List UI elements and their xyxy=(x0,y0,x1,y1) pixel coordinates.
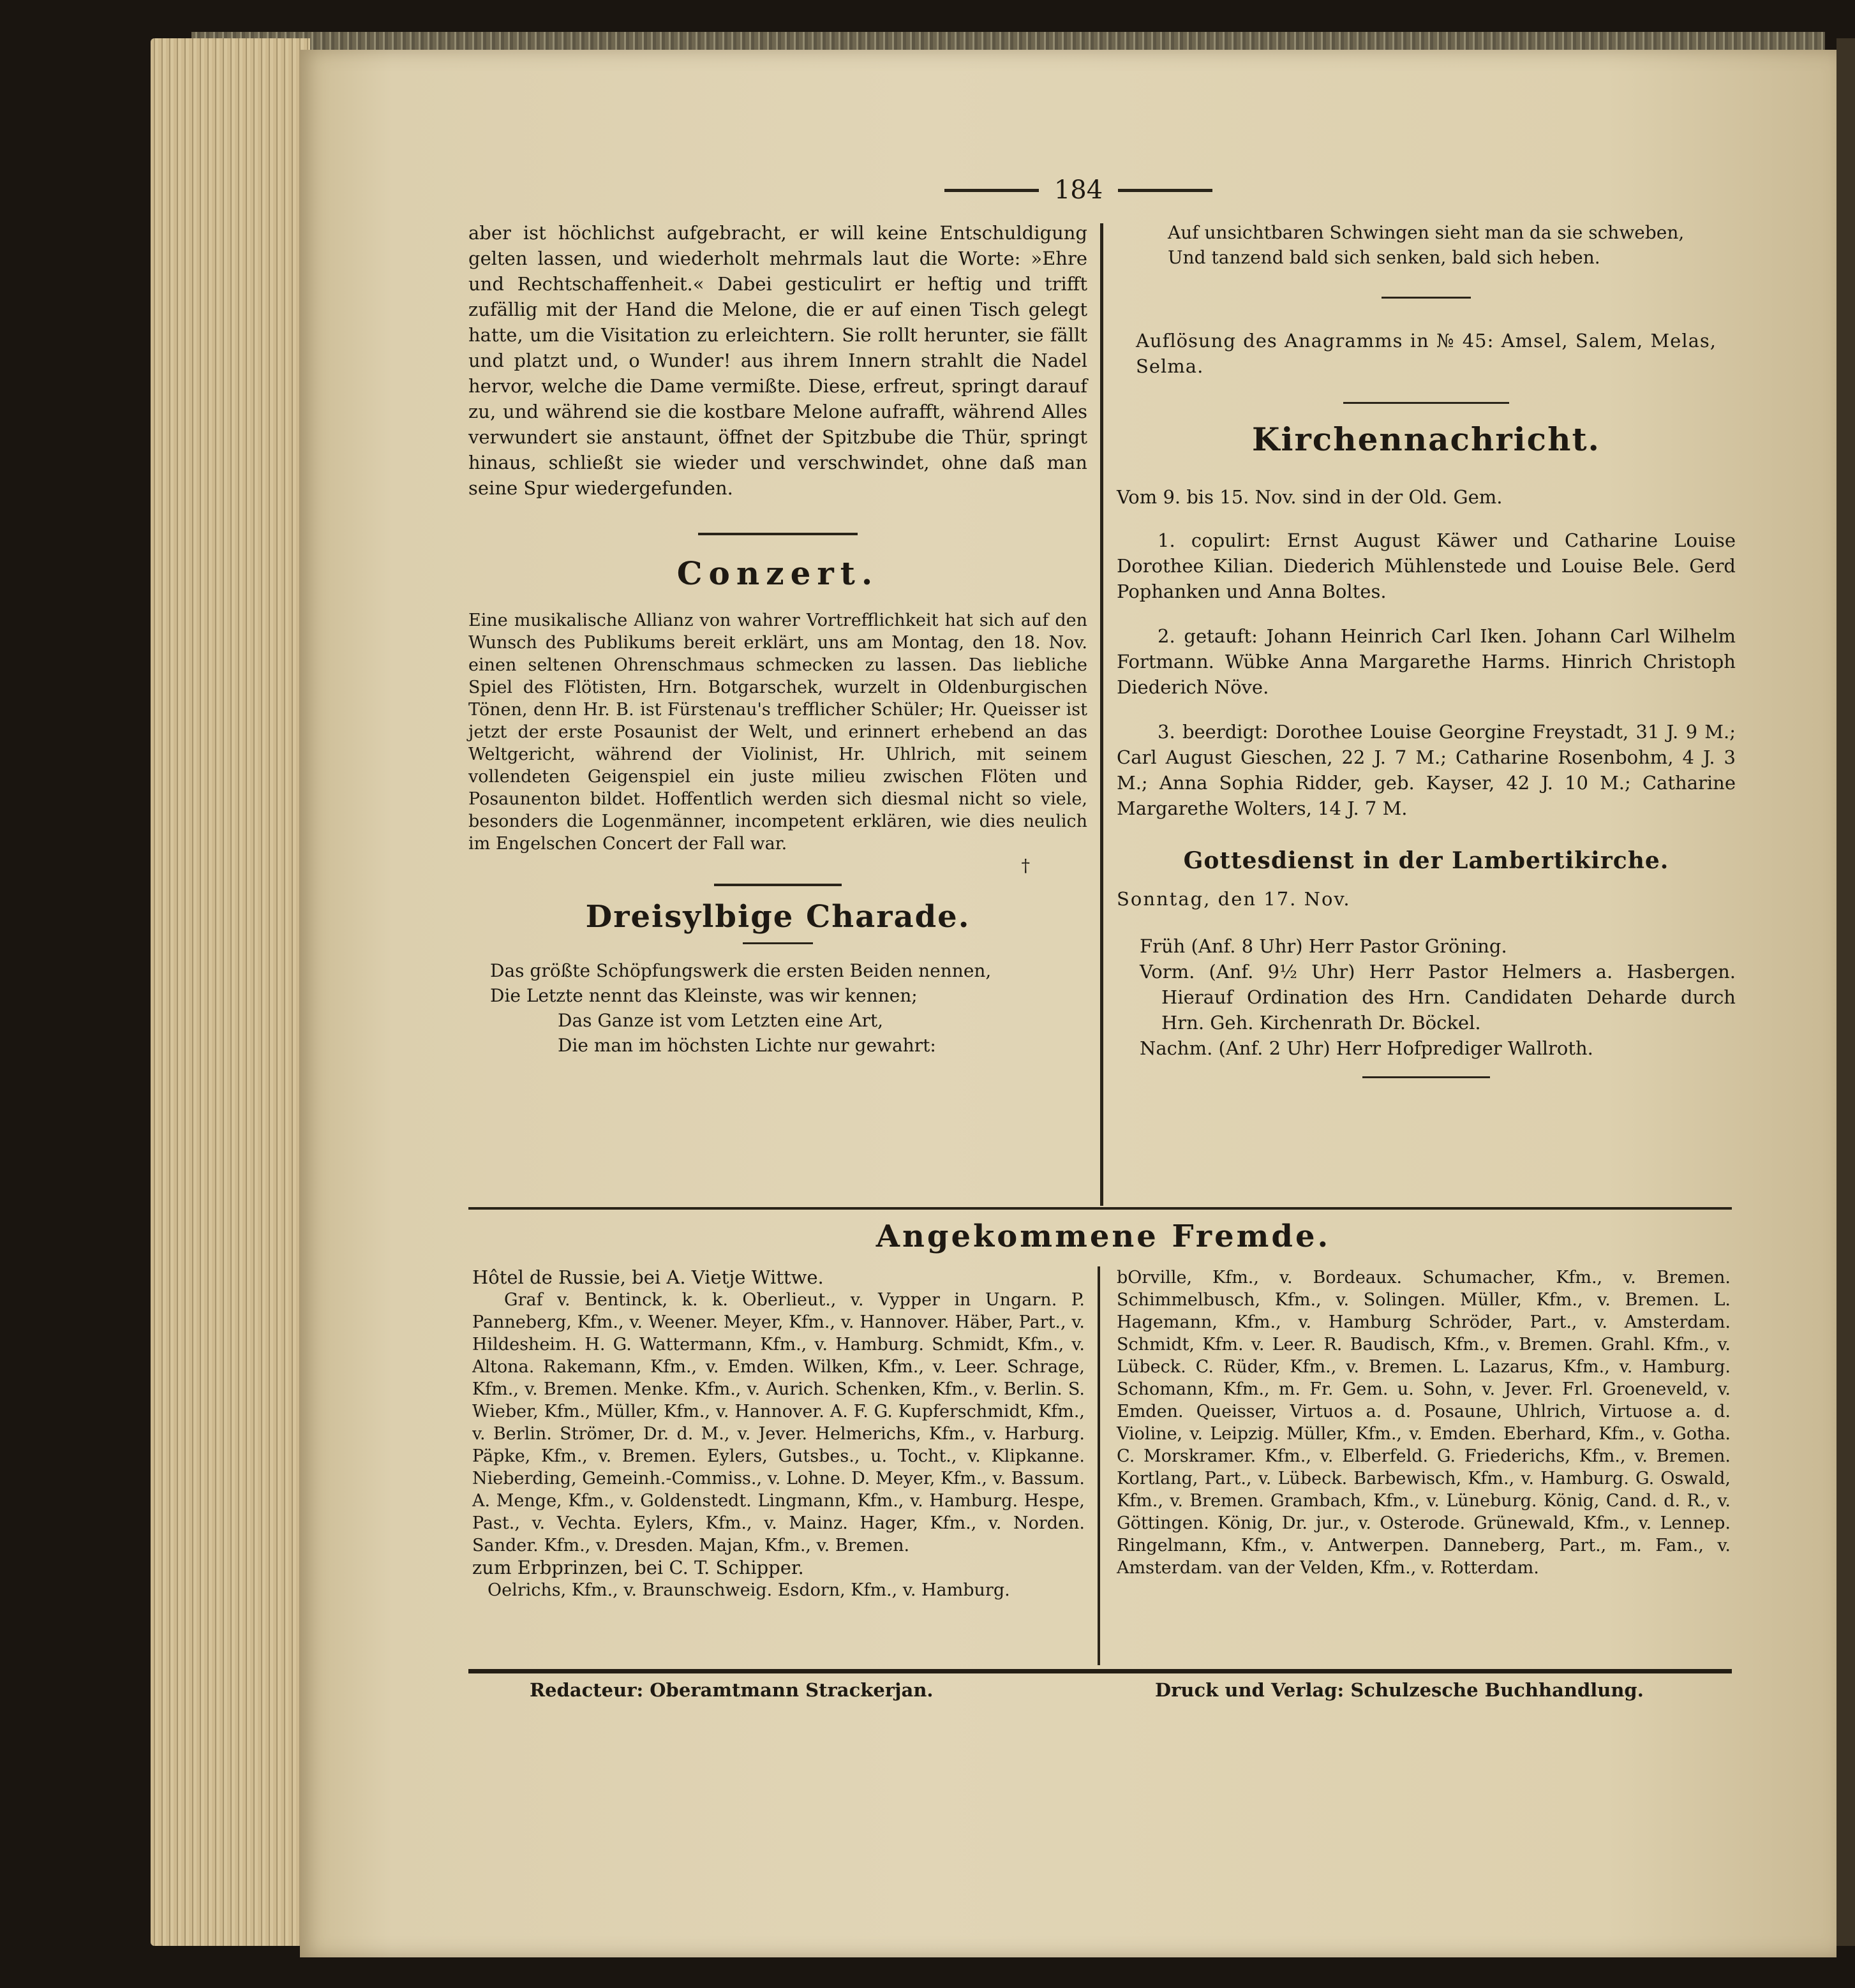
footer-druck: Druck und Verlag: Schulzesche Buchhandlung. xyxy=(1155,1679,1644,1701)
poem-line: Das größte Schöpfungswerk die ersten Beiden nennen, xyxy=(490,960,992,981)
book-gutter xyxy=(1836,38,1855,1946)
page-number: 184 xyxy=(1054,175,1103,205)
conzert-author-mark: † xyxy=(1021,856,1030,876)
footer-rule xyxy=(468,1669,1732,1673)
service-entry: Vorm. (Anf. 9½ Uhr) Herr Pastor Helmers a. Hasbergen. Hierauf Ordination des Hrn. Candidaten Deharde durch Hrn. Geh. Kirchenrath Dr. Böckel. xyxy=(1140,961,1736,1034)
poem-line: Das Ganze ist vom Letzten eine Art, xyxy=(558,1010,884,1031)
poem-line: Auf unsichtbaren Schwingen sieht man da sie schweben, xyxy=(1168,222,1685,243)
kirchen-intro: Vom 9. bis 15. Nov. sind in der Old. Gem. xyxy=(1117,486,1503,508)
hotel-russie-guests: Graf v. Bentinck, k. k. Oberlieut., v. Vypper in Ungarn. P. Panneberg, Kfm., v. Weener. Meyer, Kfm., v. Hannover. Häber, Part., v. Hildesheim. H. G. Wattermann, Kfm., v. Hamburg. Schmidt, Kfm., v. Altona. Rakemann, Kfm., v. Emden. Wilken, Kfm., v. Leer. Schrage, Kfm., v. Bremen. Menke. Kfm., v. Aurich. Schenken, Kfm., v. Berlin. S. Wieber, Kfm., Müller, Kfm., v. Hannover. A. F. G. Kupferschmidt, Kfm., v. Berlin. Strömer, Dr. d. M., v. Jever. Helmerichs, Kfm., v. Harburg. Päpke, Kfm., v. Bremen. Eylers, Gutsbes., u. Tocht., v. Klipkanne. Nieberding, Gemeinh.-Commiss., v. Lohne. D. Meyer, Kfm., v. Bassum. A. Menge, Kfm., v. Goldenstedt. Lingmann, Kfm., v. Hamburg. Hespe, Past., v. Vechta. Eylers, Kfm., v. Mainz. Hager, Kfm., v. Norden. Sander. Kfm., v. Dresden. Majan, Kfm., v. Bremen. xyxy=(472,1290,1085,1555)
column-divider xyxy=(1100,223,1103,1206)
fremde-right-column xyxy=(1117,1266,1731,1579)
fremde-section xyxy=(468,1206,1738,1254)
copulirt-entry: 1. copulirt: Ernst August Käwer und Catharine Louise Dorothee Kilian. Diederich Mühlenstede und Louise Bele. Gerd Pophanken und Anna Boltes. xyxy=(1117,530,1736,602)
fremde-column-divider xyxy=(1098,1266,1100,1665)
fremde-guests-continued: bOrville, Kfm., v. Bordeaux. Schumacher, Kfm., v. Bremen. Schimmelbusch, Kfm., v. Solingen. Müller, Kfm., v. Bremen. L. Hagemann, Kfm., v. Hamburg Schröder, Part., v. Amsterdam. Schmidt, Kfm. v. Leer. R. Baudisch, Kfm., v. Bremen. Grahl. Kfm., v. Lübeck. C. Rüder, Kfm., v. Bremen. L. Lazarus, Kfm., v. Hamburg. Schomann, Kfm., m. Fr. Gem. u. Sohn, v. Jever. Frl. Groeneveld, v. Emden. Queisser, Virtuos a. d. Posaune, Uhlrich, Virtuose a. d. Violine, v. Leipzig. Müller, Kfm., v. Emden. Eberhard, Kfm., v. Gotha. C. Morskramer. Kfm., v. Elberfeld. G. Friederichs, Kfm., v. Bremen. Kortlang, Part., v. Lübeck. Barbewisch, Kfm., v. Hamburg. G. Oswald, Kfm., v. Bremen. Grambach, Kfm., v. Lüneburg. König, Cand. d. R., v. Göttingen. König, Dr. jur., v. Osterode. Grünewald, Kfm., v. Lennep. Ringelmann, Kfm., v. Antwerpen. Danneberg, Part., m. Fam., v. Amsterdam. van der Velden, Kfm., v. Rotterdam. xyxy=(1117,1268,1731,1578)
gottesdienst-date: Sonntag, den 17. Nov. xyxy=(1117,888,1351,910)
left-column xyxy=(468,220,1087,1058)
header-rule-left xyxy=(944,189,1039,192)
getauft-entry: 2. getauft: Johann Heinrich Carl Iken. Johann Carl Wilhelm Fortmann. Wübke Anna Margarethe Harms. Hinrich Christoph Diederich Növe. xyxy=(1117,625,1736,698)
section-divider xyxy=(1382,297,1471,299)
anagram-solution: Auflösung des Anagramms in № 45: Amsel, Salem, Melas, Selma. xyxy=(1136,330,1717,377)
gottesdienst-heading: Gottesdienst in der Lambertikirche. xyxy=(1183,847,1669,874)
section-divider xyxy=(714,884,842,886)
conzert-article: Eine musikalische Allianz von wahrer Vortrefflichkeit hat sich auf den Wunsch des Publikums bereit erklärt, uns am Montag, den 18. Nov. einen seltenen Ohrenschmaus schmecken zu lassen. Das liebliche Spiel des Flötisten, Hrn. Botgarschek, wurzelt in Oldenburgischen Tönen, denn Hr. B. ist Fürstenau's trefflicher Schüler; Hr. Queisser ist jetzt der erste Posaunist der Welt, und erinnert erhebend an das Weltgericht, während der Violinist, Hr. Uhlrich, mit seinem vollendeten Geigenspiel ein juste milieu zwischen Flöten und Posaunenton bildet. Hoffentlich werden sich diesmal nicht so viele, besonders die Logenmänner, incompetent erklären, wie dies neulich im Engelschen Concert der Fall war. xyxy=(468,611,1087,854)
section-divider xyxy=(1343,402,1509,404)
conzert-heading: Conzert. xyxy=(676,554,879,592)
poem-line: Die Letzte nennt das Kleinste, was wir kennen; xyxy=(490,985,918,1006)
charade-poem xyxy=(468,958,1087,1058)
right-column xyxy=(1117,220,1736,1078)
charade-heading: Dreisylbige Charade. xyxy=(585,899,971,935)
poem-line: Und tanzend bald sich senken, bald sich heben. xyxy=(1168,247,1600,268)
kirchennachricht-heading: Kirchennachricht. xyxy=(1252,420,1600,458)
service-entry: Nachm. (Anf. 2 Uhr) Herr Hofprediger Wallroth. xyxy=(1140,1037,1593,1059)
header-rule-right xyxy=(1118,189,1212,192)
book-page-edges xyxy=(151,38,310,1946)
hotel-russie-heading: Hôtel de Russie, bei A. Vietje Wittwe. xyxy=(472,1266,824,1288)
page-header xyxy=(944,171,1212,209)
section-divider xyxy=(698,533,858,535)
section-divider xyxy=(743,942,813,944)
fremde-heading: Angekommene Fremde. xyxy=(875,1219,1331,1254)
footer-redacteur: Redacteur: Oberamtmann Strackerjan. xyxy=(530,1679,934,1701)
erbprinzen-guests: Oelrichs, Kfm., v. Braunschweig. Esdorn, Kfm., v. Hamburg. xyxy=(488,1580,1010,1600)
fremde-left-column xyxy=(472,1266,1085,1601)
charade-poem-end xyxy=(1117,220,1736,270)
service-entry: Früh (Anf. 8 Uhr) Herr Pastor Gröning. xyxy=(1140,935,1507,957)
poem-line: Die man im höchsten Lichte nur gewahrt: xyxy=(558,1035,936,1056)
beerdigt-entry: 3. beerdigt: Dorothee Louise Georgine Freystadt, 31 J. 9 M.; Carl August Gieschen, 22 J. 7 M.; Catharine Rosenbohm, 4 J. 3 M.; Anna Sophia Ridder, geb. Kayser, 42 J. 10 M.; Catharine Margarethe Wolters, 14 J. 7 M. xyxy=(1117,721,1736,819)
story-ending-paragraph: aber ist höchlichst aufgebracht, er will keine Entschuldigung gelten lassen, und wiederholt mehrmals laut die Worte: »Ehre und Rechtschaffenheit.« Dabei gesticulirt er heftig und trifft zufällig mit der Hand die Melone, die er auf einen Tisch gelegt hatte, um die Visitation zu erleichtern. Sie rollt herunter, sie fällt und platzt und, o Wunder! aus ihrem Innern strahlt die Nadel hervor, welche die Dame vermißte. Diese, erfreut, springt darauf zu, und während sie die kostbare Melone aufrafft, während Alles verwundert sie anstaunt, öffnet der Spitzbube die Thür, springt hinaus, schließt sie wieder und verschwindet, ohne daß man seine Spur wiedergefunden. xyxy=(468,222,1087,499)
erbprinzen-heading: zum Erbprinzen, bei C. T. Schipper. xyxy=(472,1557,804,1578)
section-divider xyxy=(1362,1076,1490,1078)
